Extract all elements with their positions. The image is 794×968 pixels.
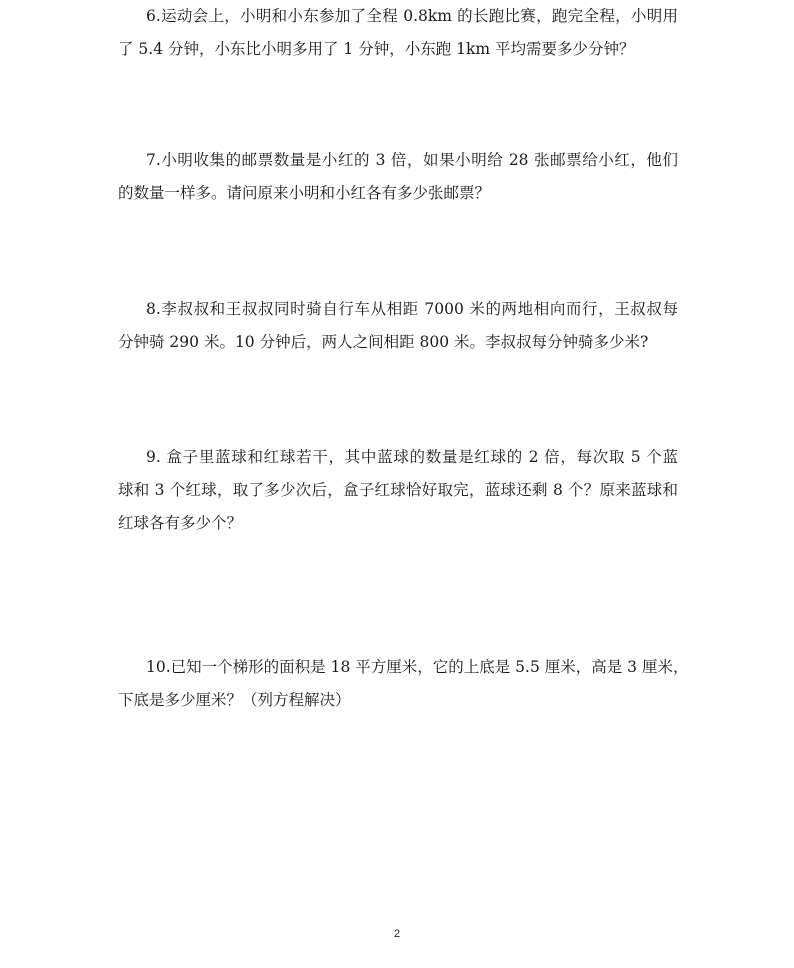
problem-7 (118, 144, 678, 210)
problem-7-line-1: 7.小明收集的邮票数量是小红的 3 倍，如果小明给 28 张邮票给小红，他们 (146, 151, 678, 169)
problem-7-line-2: 的数量一样多。请问原来小明和小红各有多少张邮票？ (118, 184, 491, 202)
problem-6-line-1: 6.运动会上，小明和小东参加了全程 0.8km 的长跑比赛，跑完全程，小明用 (146, 7, 678, 25)
problem-10-line-2: 下底是多少厘米？（列方程解决） (118, 691, 351, 709)
problem-9-line-3: 红球各有多少个？ (118, 514, 243, 532)
problem-8-line-1: 8.李叔叔和王叔叔同时骑自行车从相距 7000 米的两地相向而行，王叔叔每 (146, 300, 678, 318)
problem-10 (118, 651, 689, 717)
problem-9-line-2: 球和 3 个红球，取了多少次后，盒子红球恰好取完，蓝球还剩 8 个？原来蓝球和 (118, 481, 678, 499)
problem-8-line-2: 分钟骑 290 米。10 分钟后，两人之间相距 800 米。李叔叔每分钟骑多少米? (118, 333, 649, 351)
problem-9-line-1: 9. 盒子里蓝球和红球若干，其中蓝球的数量是红球的 2 倍，每次取 5 个蓝 (146, 448, 678, 466)
page-number: 2 (393, 928, 401, 940)
problem-9 (118, 441, 678, 540)
problem-10-line-1: 10.已知一个梯形的面积是 18 平方厘米，它的上底是 5.5 厘米，高是 3 厘米， (146, 658, 689, 676)
problem-6-line-2: 了 5.4 分钟，小东比小明多用了 1 分钟，小东跑 1km 平均需要多少分钟？ (118, 40, 635, 58)
problem-8 (118, 293, 678, 359)
problem-6 (118, 0, 678, 66)
